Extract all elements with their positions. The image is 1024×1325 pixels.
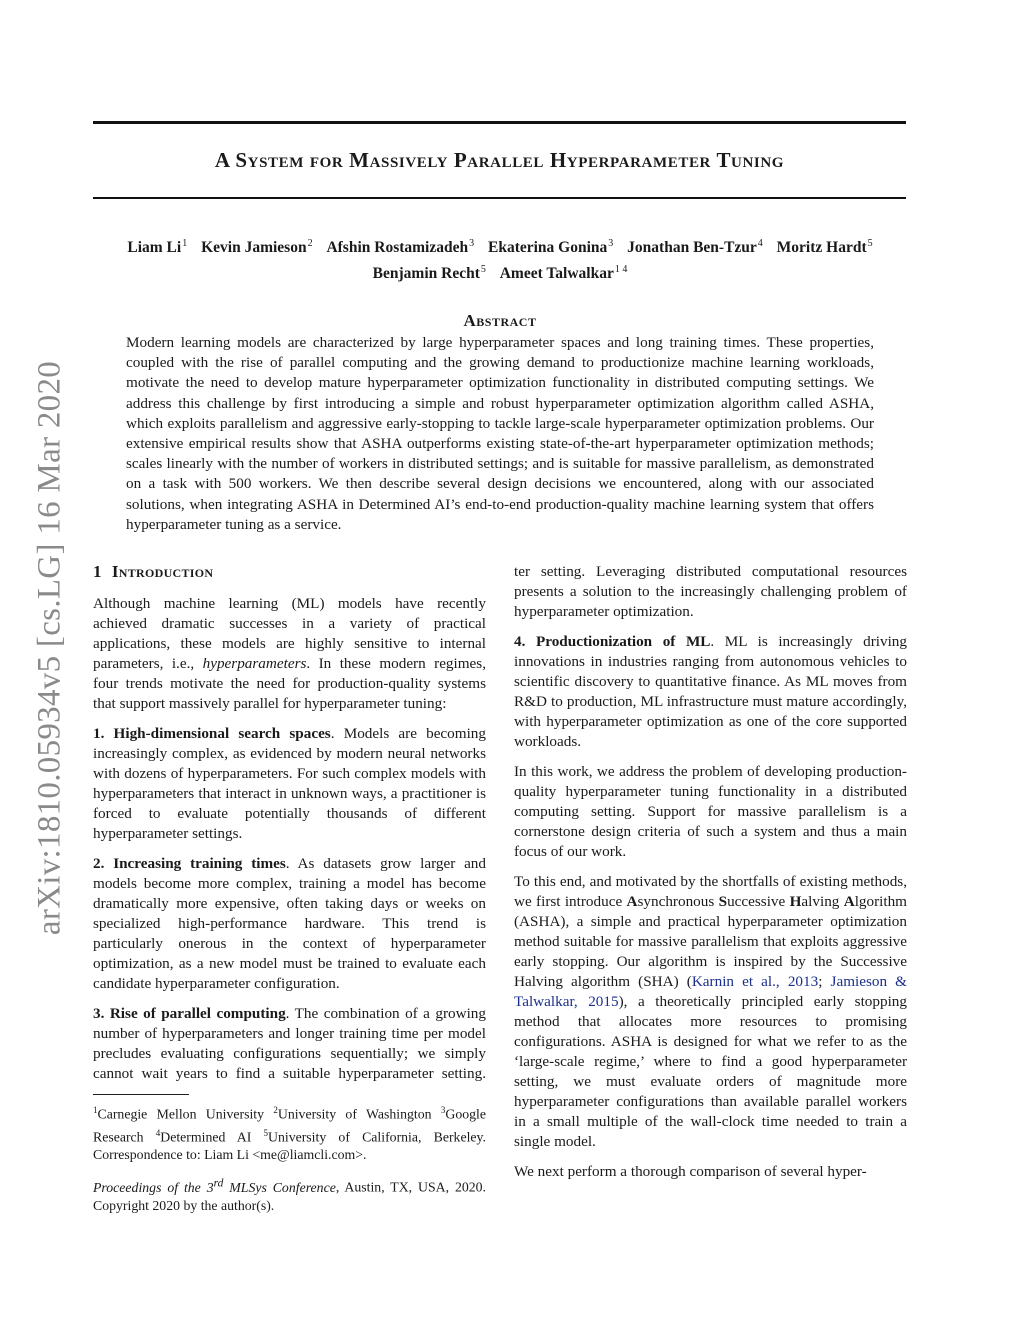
trend-paragraph [93, 1004, 486, 1084]
text-span: uccessive [727, 893, 790, 910]
author-affiliation: 3 [469, 238, 475, 249]
text-span: . The combination of a growing number of hyperparameters and longer training time per model precludes evaluating configurations sequentially; we simply cannot wait years to find a suitable hyperparameter setting. [93, 1005, 486, 1082]
right-column [514, 562, 907, 1192]
text-span: . In these modern regimes, four trends motivate the need for production-quality systems that support massively parallel for hyperparameter tuning: [93, 655, 487, 712]
text-span: Carnegie Mellon University [97, 1106, 274, 1122]
author-affiliation: 3 [608, 238, 614, 249]
text-span: ), a theoretically principled early stopping method that allocates more resources to promising configurations. ASHA is designed for what we refer to as the ‘large-scale regime,’ where to find a good hyperparameter setting, we must evaluate orders of magnitude more hyperparameter configurations than available parallel workers in a small multiple of the wall-clock time needed to train a single model. [514, 993, 907, 1150]
text-span: synchronous [637, 893, 719, 910]
text-span: MLSys Conference [223, 1179, 336, 1195]
body-paragraph [514, 872, 907, 1152]
author-affiliation: 1 [182, 238, 188, 249]
author-name: Kevin Jamieson [201, 239, 307, 257]
acronym-letter: A [843, 893, 855, 910]
footnote-rule [93, 1094, 189, 1095]
text-span: Although machine learning (ML) models have recently achieved dramatic successes in a variety of practical applications, these models are highly sensitive to internal parameters, i.e., [93, 595, 486, 672]
proceedings-note [93, 1174, 486, 1215]
author [326, 239, 474, 256]
author-name: Ameet Talwalkar [499, 265, 614, 283]
citation-link[interactable]: Karnin et al., 2013 [691, 973, 819, 990]
text-span: University of Washington [277, 1106, 441, 1122]
abstract-text: Modern learning models are characterized by large hyperparameter spaces and long training times. These properties, coupled with the rise of parallel computing and the growing demand to productionize machine learning workloads, motivate the need to develop mature hyperparameter optimization functionality in distributed computing settings. We address this challenge by first introducing a simple and robust hyperparameter optimization algorithm called ASHA, which exploits parallelism and aggressive early-stopping to tackle large-scale hyperparameter optimization problems. Our extensive empirical results show that ASHA outperforms existing state-of-the-art hyperparameter optimization methods; scales linearly with the number of workers in distributed settings; and is suitable for massive parallelism, as demonstrated on a task with 500 workers. We then describe several design decisions we encountered, along with our associated solutions, when integrating ASHA in Determined AI’s end-to-end production-quality machine learning system that offers hyperparameter tuning as a service. [126, 334, 874, 533]
author [201, 239, 313, 256]
author-name: Benjamin Recht [372, 265, 480, 283]
text-span: Proceedings of the 3 [93, 1179, 214, 1195]
author-name: Liam Li [127, 239, 182, 257]
abstract-heading: Abstract [463, 311, 537, 330]
citation-link[interactable]: Jamieson & Talwalkar, 2015 [514, 973, 907, 1010]
trend-paragraph [514, 632, 907, 752]
paper-title: A System for Massively Parallel Hyperparameter Tuning [214, 148, 785, 172]
section-number: 1 [93, 562, 102, 581]
section-heading-introduction [93, 562, 486, 582]
text-span: , Austin, TX, USA, 2020. Copyright 2020 by the author(s). [93, 1179, 486, 1213]
text-span: . Models are becoming increasingly complex, as evidenced by modern neural networks with dozens of hyperparameters. For such complex models with hyperparameters that interact in unknown ways, a practitioner is forced to evaluate potentially thousands of different hyperparameter settings. [93, 725, 486, 842]
footnote-mark: 4 [155, 1127, 161, 1138]
text-span: Determined AI [160, 1129, 264, 1145]
title-rule-top [93, 121, 906, 124]
author-name: Jonathan Ben-Tzur [627, 239, 757, 257]
acronym-letter: A [626, 893, 638, 910]
author-affiliation: 1 4 [614, 264, 628, 276]
trend-paragraph-continued: ter setting. Leveraging distributed computational resources presents a solution to the increasingly challenging problem of hyperparameter optimization. [514, 563, 907, 620]
title-rule-bottom [93, 197, 906, 199]
text-span: To this end, and motivated by the shortfalls of existing methods, we first introduce [514, 873, 907, 910]
footnote-mark: 3 [440, 1105, 446, 1115]
author-list [60, 233, 940, 285]
author-name: Ekaterina Gonina [488, 239, 608, 257]
trend-title: 3. Rise of parallel computing [93, 1005, 286, 1022]
text-span: lgorithm (ASHA), a simple and practical hyperparameter optimization method suitable for massive parallelism that exploits aggressive early stopping. Our algorithm is inspired by the Successive Halving algorithm (SHA) ( [514, 893, 907, 990]
author [500, 265, 628, 282]
arxiv-stamp[interactable]: arXiv:1810.05934v5 [cs.LG] 16 Mar 2020 [31, 360, 68, 936]
acronym-letter: S [718, 893, 728, 910]
footnote-mark: 1 [93, 1105, 98, 1115]
author-name: Afshin Rostamizadeh [326, 239, 469, 257]
trend-title: 4. Productionization of ML [514, 633, 711, 650]
trend-title: 1. High-dimensional search spaces [93, 725, 331, 742]
intro-paragraph [93, 594, 486, 714]
author-affiliation: 2 [307, 238, 313, 249]
section-title: Introduction [111, 562, 214, 581]
acronym-letter: H [789, 893, 802, 910]
trend-paragraph [93, 724, 486, 844]
text-span: alving [801, 893, 844, 910]
author [488, 239, 613, 256]
author-name: Moritz Hardt [776, 239, 867, 257]
author [373, 265, 486, 282]
emphasis: hyperparameters [202, 655, 307, 672]
author [127, 239, 187, 256]
author-affiliation: 5 [480, 264, 486, 276]
footnote-mark: 2 [273, 1105, 278, 1115]
body-paragraph: We next perform a thorough comparison of several hyper- [514, 1163, 867, 1180]
text-span: . ML is increasingly driving innovations in industries ranging from autonomous vehicles to scientific discovery to quantitative finance. As ML moves from R&D to production, ML infrastructure must mature accordingly, with hyperparameter optimization as one of the core supported workloads. [514, 633, 907, 750]
author [777, 239, 873, 256]
arxiv-margin [30, 350, 70, 946]
left-column [93, 562, 486, 1225]
author [627, 239, 763, 256]
author-affiliation: 5 [867, 238, 873, 249]
trend-title: 2. Increasing training times [93, 855, 286, 872]
trend-paragraph [93, 854, 486, 994]
affiliation-footnote [93, 1101, 486, 1164]
footnote-mark: 5 [263, 1127, 268, 1138]
body-paragraph: In this work, we address the problem of developing production-quality hyperparameter tuning functionality in a distributed computing setting. Support for massive parallelism is a cornerstone design criteria of such a system and thus a main focus of our work. [514, 763, 907, 860]
text-span: Google Research [93, 1106, 486, 1145]
text-span: University of California, Berkeley. Correspondence to: Liam Li <me@liamcli.com>. [93, 1129, 486, 1163]
text-span: . As datasets grow larger and models become more complex, training a model has become dramatically more expensive, often taking days or weeks on specialized high-performance hardware. This trend is particularly onerous in the context of hyperparameter optimization, as a new model must be trained to evaluate each candidate hyperparameter configuration. [93, 855, 486, 992]
superscript: rd [213, 1177, 224, 1190]
text-span: ; [818, 973, 831, 990]
author-affiliation: 4 [757, 238, 763, 249]
